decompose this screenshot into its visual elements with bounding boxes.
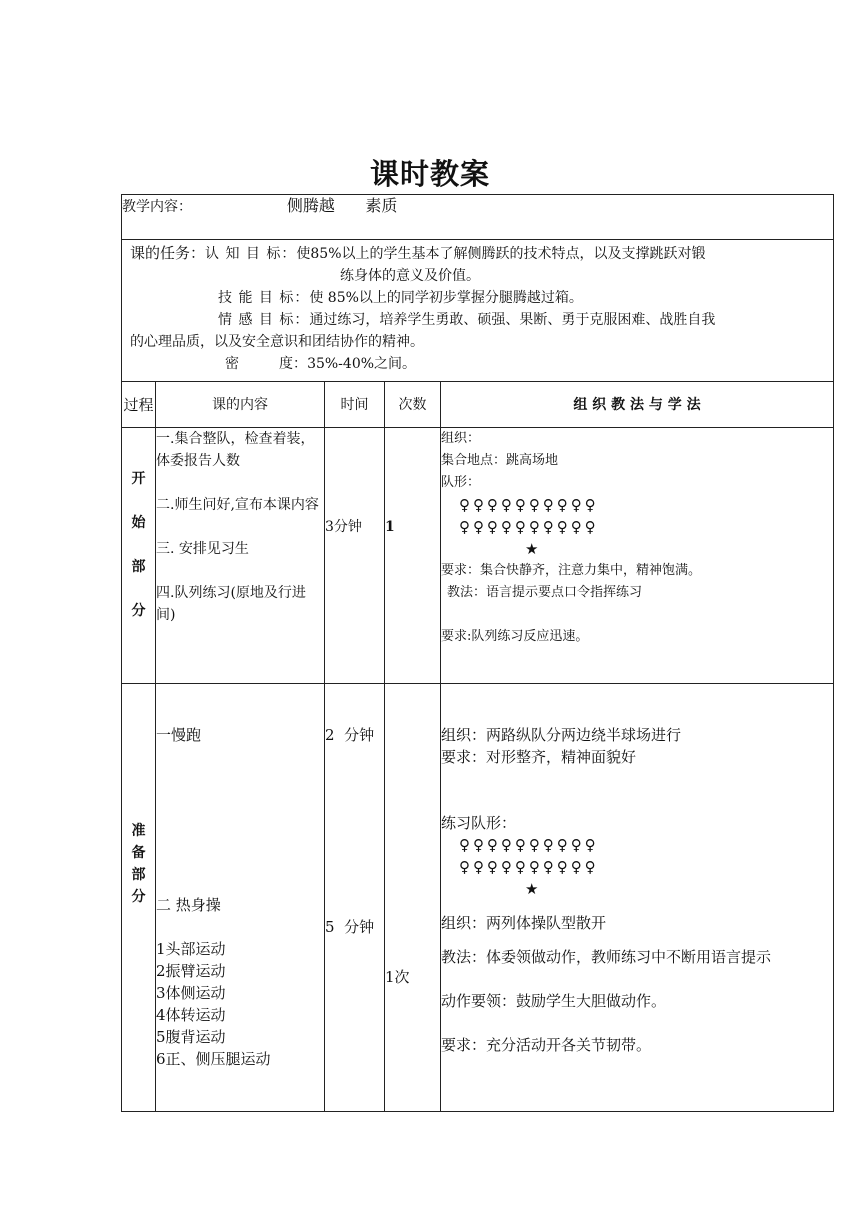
tasks-label: 课的任务：: [130, 244, 206, 262]
prep-item-2: 2振臂运动: [156, 962, 226, 980]
prep-item-6: 6正、侧压腿运动: [156, 1050, 271, 1068]
prep-org-2: 组织：两列体操队型散开: [441, 914, 607, 932]
start-count: 1: [385, 519, 395, 535]
prep-item-warmup: 二 热身操: [156, 896, 221, 914]
start-requirement-1: 要求：集合快静齐，注意力集中，精神饱满。: [441, 563, 702, 578]
cognitive-text-2: 练身体的意义及价值。: [340, 268, 480, 284]
prep-item-4: 4体转运动: [156, 1006, 226, 1024]
header-process: 过程: [122, 382, 156, 428]
start-item-4: 四.队列练习(原地及行进间): [156, 585, 306, 623]
skill-label: 技 能 目 标：: [218, 290, 310, 306]
emotion-label: 情 感 目 标：: [218, 312, 310, 328]
prep-formation-row-2: ♀♀♀♀♀♀♀♀♀♀: [459, 858, 599, 876]
start-requirement-2: 要求:队列练习反应迅速。: [441, 629, 589, 644]
start-section-row: [122, 428, 834, 684]
prep-item-1: 1头部运动: [156, 940, 226, 958]
prep-phase-label: 准 备 部 分: [122, 684, 156, 1112]
header-time: 时间: [325, 382, 385, 428]
start-teaching-method: 教法：语言提示要点口令指挥练习: [447, 585, 643, 600]
header-method: 组 织 教 法 与 学 法: [441, 382, 834, 428]
header-count: 次数: [385, 382, 441, 428]
prep-item-jog: 一慢跑: [156, 726, 202, 744]
page-title: 课时教案: [369, 157, 490, 191]
start-place: 集合地点：跳高场地: [441, 453, 559, 468]
cognitive-text: 使85%以上的学生基本了解侧腾跃的技术特点，以及支撑跳跃对锻: [296, 246, 706, 262]
start-formation-label: 队形：: [441, 475, 481, 490]
prep-key-points: 动作要领：鼓励学生大胆做动作。: [441, 992, 667, 1010]
teaching-content-value: 侧腾越 素质: [286, 196, 398, 215]
lesson-plan-table: [121, 194, 834, 1112]
start-time: 3分钟: [325, 519, 362, 535]
start-formation-row-1: ♀♀♀♀♀♀♀♀♀♀: [459, 496, 599, 514]
prep-section-row: [122, 684, 834, 1112]
density-text: 35%-40%之间。: [307, 356, 417, 372]
emotion-text-2: 的心理品质，以及安全意识和团结协作的精神。: [130, 334, 424, 350]
header-content: 课的内容: [156, 382, 325, 428]
start-item-2: 二.师生问好,宣布本课内容: [156, 497, 319, 513]
density-label: 密 度：: [225, 356, 308, 372]
cognitive-label: 认 知 目 标：: [205, 246, 297, 262]
prep-requirement-2: 要求：充分活动开各关节韧带。: [441, 1036, 652, 1054]
start-item-1: 一.集合整队，检查着装，体委报告人数: [156, 431, 315, 469]
start-phase-label: 开 始 部 分: [122, 428, 156, 684]
prep-teacher-star-icon: ★: [525, 880, 539, 898]
prep-teaching-method: 教法：体委领做动作，教师练习中不断用语言提示: [441, 948, 772, 966]
tasks-row: [122, 240, 834, 382]
header-row: [122, 382, 834, 428]
prep-requirement-1: 要求：对形整齐，精神面貌好: [441, 748, 637, 766]
start-item-3: 三. 安排见习生: [156, 541, 249, 557]
teaching-content-row: [122, 195, 834, 240]
prep-org-1: 组织：两路纵队分两边绕半球场进行: [441, 726, 682, 744]
prep-formation-label: 练习队形：: [441, 814, 517, 832]
prep-item-5: 5腹背运动: [156, 1028, 226, 1046]
prep-formation-row-1: ♀♀♀♀♀♀♀♀♀♀: [459, 836, 599, 854]
start-org: 组织：: [441, 431, 481, 446]
prep-time-1: 2 分钟: [325, 726, 375, 744]
prep-time-2: 5 分钟: [325, 918, 375, 936]
prep-count: 1次: [385, 968, 410, 986]
prep-item-3: 3体侧运动: [156, 984, 226, 1002]
teaching-content-label: 教学内容：: [122, 199, 192, 215]
skill-text: 使 85%以上的同学初步掌握分腿腾越过箱。: [309, 290, 583, 306]
start-formation-row-2: ♀♀♀♀♀♀♀♀♀♀: [459, 518, 599, 536]
emotion-text: 通过练习，培养学生勇敢、硕强、果断、勇于克服困难、战胜自我: [309, 312, 716, 328]
teacher-star-icon: ★: [525, 540, 539, 558]
